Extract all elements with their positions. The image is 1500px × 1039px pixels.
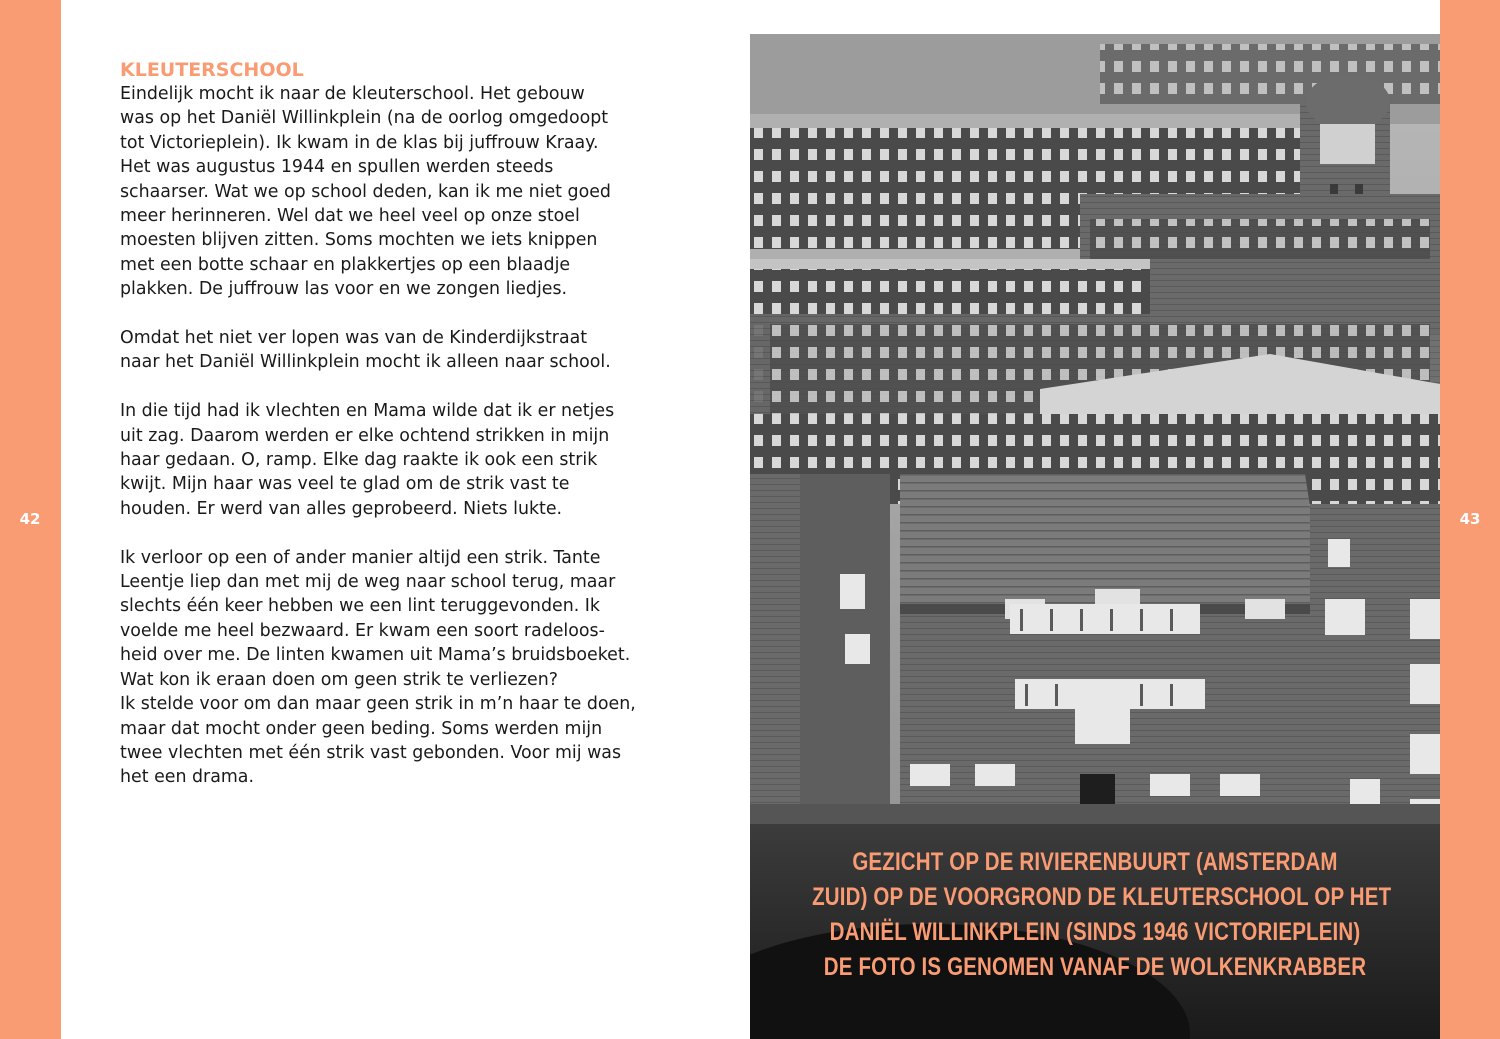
paragraph-line: Leentje liep dan met mij de weg naar school terug, maar	[120, 572, 616, 593]
paragraph-line: schaarser. Wat we op school deden, kan ik me niet goed	[120, 181, 611, 202]
article-body	[120, 82, 640, 790]
caption-line: DANIËL WILLINKPLEIN (SINDS 1946 VICTORIEPLEIN)	[829, 918, 1361, 946]
paragraph-line: voelde me heel bezwaard. Er kwam een soort radeloos-	[120, 620, 605, 641]
paragraph-line: Ik stelde voor om dan maar geen strik in m’n haar te doen,	[120, 694, 636, 715]
paragraph-line: kwijt. Mijn haar was veel te glad om de strik vast te	[120, 474, 570, 495]
caption-line: ZUID) OP DE VOORGROND DE KLEUTERSCHOOL OP HET	[812, 883, 1392, 911]
caption-line: DE FOTO IS GENOMEN VANAF DE WOLKENKRABBER	[823, 953, 1367, 981]
paragraph-line: Omdat het niet ver lopen was van de Kinderdijkstraat	[120, 328, 588, 349]
paragraph-line: Eindelijk mocht ik naar de kleuterschool. Het gebouw	[120, 84, 585, 104]
article-paragraph	[120, 399, 640, 521]
paragraph-line: houden. Er werd van alles geprobeerd. Niets lukte.	[120, 498, 563, 519]
paragraph-line: twee vlechten met één strik vast gebonden. Voor mij was	[120, 742, 622, 763]
paragraph-line: maar dat mocht onder geen beding. Soms werden mijn	[120, 718, 603, 739]
page-number-right: 43	[1459, 510, 1481, 528]
page-number-left: 42	[19, 510, 41, 528]
paragraph-line: haar gedaan. O, ramp. Elke dag raakte ik ook een strik	[120, 450, 598, 471]
article-heading: KLEUTERSCHOOL	[120, 59, 304, 81]
paragraph-line: plakken. De juffrouw las voor en we zongen liedjes.	[120, 279, 568, 300]
paragraph-line: In die tijd had ik vlechten en Mama wilde dat ik er netjes	[120, 401, 615, 422]
paragraph-line: was op het Daniël Willinkplein (na de oorlog omgedoopt	[120, 108, 609, 129]
aerial-photo	[750, 34, 1440, 1039]
paragraph-line: Wat kon ik eraan doen om geen strik te verliezen?	[120, 669, 558, 690]
article-column	[120, 58, 640, 814]
article-paragraph	[120, 82, 640, 302]
paragraph-line: uit zag. Daarom werden er elke ochtend strikken in mijn	[120, 425, 610, 446]
caption-line: GEZICHT OP DE RIVIERENBUURT (AMSTERDAM	[852, 848, 1338, 876]
paragraph-line: Ik verloor op een of ander manier altijd een strik. Tante	[120, 547, 601, 568]
paragraph-line: heid over me. De linten kwamen uit Mama’s bruidsboeket.	[120, 645, 631, 666]
paragraph-line: met een botte schaar en plakkertjes op een blaadje	[120, 254, 571, 275]
paragraph-line: moesten blijven zitten. Soms mochten we iets knippen	[120, 230, 598, 251]
paragraph-line: het een drama.	[120, 767, 254, 788]
paragraph-line: Het was augustus 1944 en spullen werden steeds	[120, 157, 554, 178]
paragraph-line: meer herinneren. Wel dat we heel veel op onze stoel	[120, 206, 580, 227]
photo-caption	[812, 845, 1392, 985]
article-paragraph	[120, 326, 640, 375]
article-paragraph	[120, 546, 640, 790]
paragraph-line: tot Victorieplein). Ik kwam in de klas bij juffrouw Kraay.	[120, 132, 599, 153]
paragraph-line: slechts één keer hebben we een lint teruggevonden. Ik	[120, 596, 600, 617]
paragraph-line: naar het Daniël Willinkplein mocht ik alleen naar school.	[120, 352, 611, 373]
